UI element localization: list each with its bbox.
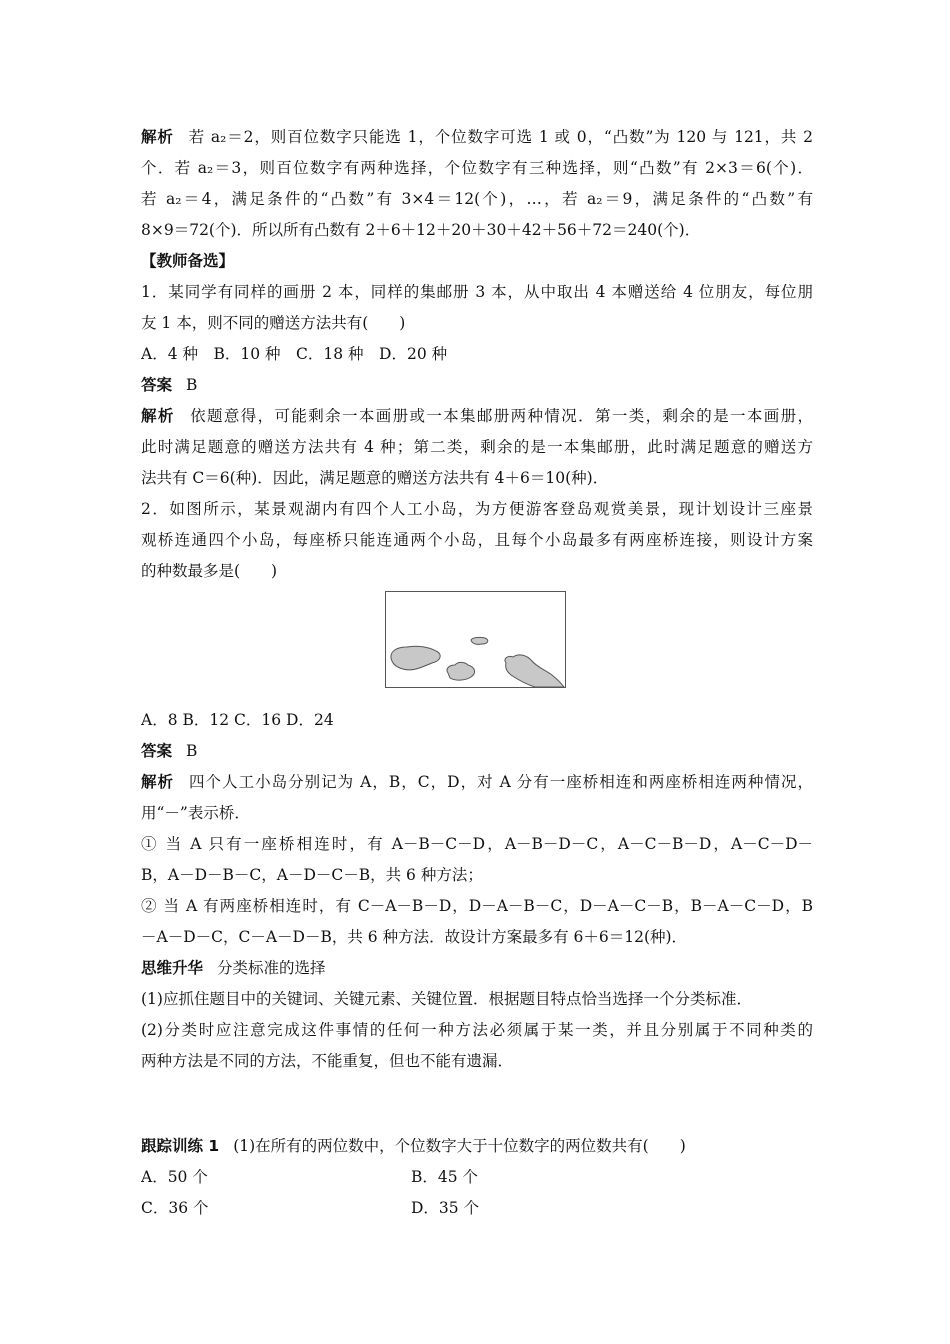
q1-line-1: 1．某同学有同样的画册 2 本，同样的集邮册 3 本，从中取出 4 本赠送给 4 位朋友，每位朋	[141, 283, 813, 301]
q2-exp-line-6: －A－D－C，C－A－D－B，共 6 种方法．故设计方案最多有 6＋6＝12(种)．	[141, 928, 688, 946]
q2-exp-line-3: ① 当 A 只有一座桥相连时，有 A－B－C－D，A－B－D－C，A－C－B－D，A－C－D－	[141, 835, 813, 853]
analysis-label: 解析	[141, 773, 175, 791]
option-a: A．50 个	[141, 1168, 208, 1186]
p1-line-2: 个．若 a₂＝3，则百位数字有两种选择，个位数字有三种选择，则“凸数”有 2×3＝6(个)．	[141, 159, 813, 177]
training-question: 跟踪训练 1 (1)在所有的两位数中，个位数字大于十位数字的两位数共有( )	[141, 1137, 686, 1155]
q1-exp-line-1: 解析 依题意得，可能剩余一本画册或一本集邮册两种情况．第一类，剩余的是一本画册，	[141, 407, 813, 425]
q2-line-1: 2．如图所示，某景观湖内有四个人工小岛，为方便游客登岛观赏美景，现计划设计三座景	[141, 500, 813, 518]
answer-value: B	[186, 742, 198, 760]
answer-label: 答案	[141, 376, 173, 394]
q1-exp-line-3: 法共有 C＝6(种)．因此，满足题意的赠送方法共有 4＋6＝10(种)．	[141, 469, 609, 487]
q1-answer	[141, 370, 813, 401]
document-content	[141, 122, 813, 1224]
q2-exp-line-1: 解析 四个人工小岛分别记为 A，B，C，D，对 A 分有一座桥相连和两座桥相连两种情况，	[141, 773, 813, 791]
p1-line-4: 8×9＝72(个)．所以所有凸数有 2＋6＋12＋20＋30＋42＋56＋72＝240(个)．	[141, 221, 701, 239]
q2-exp-line-4: B，A－D－B－C，A－D－C－B，共 6 种方法；	[141, 866, 483, 884]
thinking-subtitle: 分类标准的选择	[217, 959, 326, 977]
lake-diagram	[385, 591, 567, 689]
answer-value: B	[186, 376, 198, 394]
training-options-row-2	[141, 1193, 813, 1224]
q1-exp-line-2: 此时满足题意的赠送方法共有 4 种；第二类，剩余的是一本集邮册，此时满足题意的赠送方	[141, 438, 813, 456]
analysis-label: 解析	[141, 407, 175, 425]
q2-options: A．8 B．12 C．16 D．24	[141, 711, 334, 729]
teacher-section-title: 【教师备选】	[141, 252, 235, 270]
thinking-line-2: (2)分类时应注意完成这件事情的任何一种方法必须属于某一类，并且分别属于不同种类的	[141, 1021, 813, 1039]
island-3	[471, 637, 488, 644]
q1-line-2: 友 1 本，则不同的赠送方法共有( )	[141, 314, 406, 332]
p1-line-3: 若 a₂＝4，满足条件的“凸数”有 3×4＝12(个)，…，若 a₂＝9，满足条件的“凸数”有	[141, 190, 813, 208]
thinking-heading	[141, 953, 813, 984]
thinking-line-1: (1)应抓住题目中的关键词、关键元素、关键位置．根据题目特点恰当选择一个分类标准．	[141, 990, 752, 1008]
training-options-row-1	[141, 1162, 813, 1193]
q2-exp-line-2: 用“－”表示桥．	[141, 804, 250, 822]
q2-exp-line-5: ② 当 A 有两座桥相连时，有 C－A－B－D，D－A－B－C，D－A－C－B，B－A－C－D，B	[141, 897, 813, 915]
thinking-line-3: 两种方法是不同的方法，不能重复，但也不能有遗漏．	[141, 1052, 514, 1070]
thinking-title: 思维升华	[141, 959, 204, 977]
analysis-label: 解析	[141, 128, 174, 146]
option-b: B．45 个	[411, 1168, 479, 1186]
q2-answer	[141, 736, 813, 767]
training-label: 跟踪训练 1	[141, 1137, 220, 1155]
option-c: C．36 个	[141, 1199, 209, 1217]
q1-options: A．4 种 B．10 种 C．18 种 D．20 种	[141, 345, 448, 363]
option-d: D．35 个	[411, 1199, 480, 1217]
answer-label: 答案	[141, 742, 173, 760]
q2-line-2: 观桥连通四个小岛，每座桥只能连通两个小岛，且每个小岛最多有两座桥连接，则设计方案	[141, 531, 813, 549]
p1-line-1: 解析 若 a₂＝2，则百位数字只能选 1，个位数字可选 1 或 0，“凸数”为 120 与 121，共 2	[141, 128, 813, 146]
q2-line-3: 的种数最多是( )	[141, 562, 278, 580]
lake-islands-figure	[141, 587, 813, 705]
